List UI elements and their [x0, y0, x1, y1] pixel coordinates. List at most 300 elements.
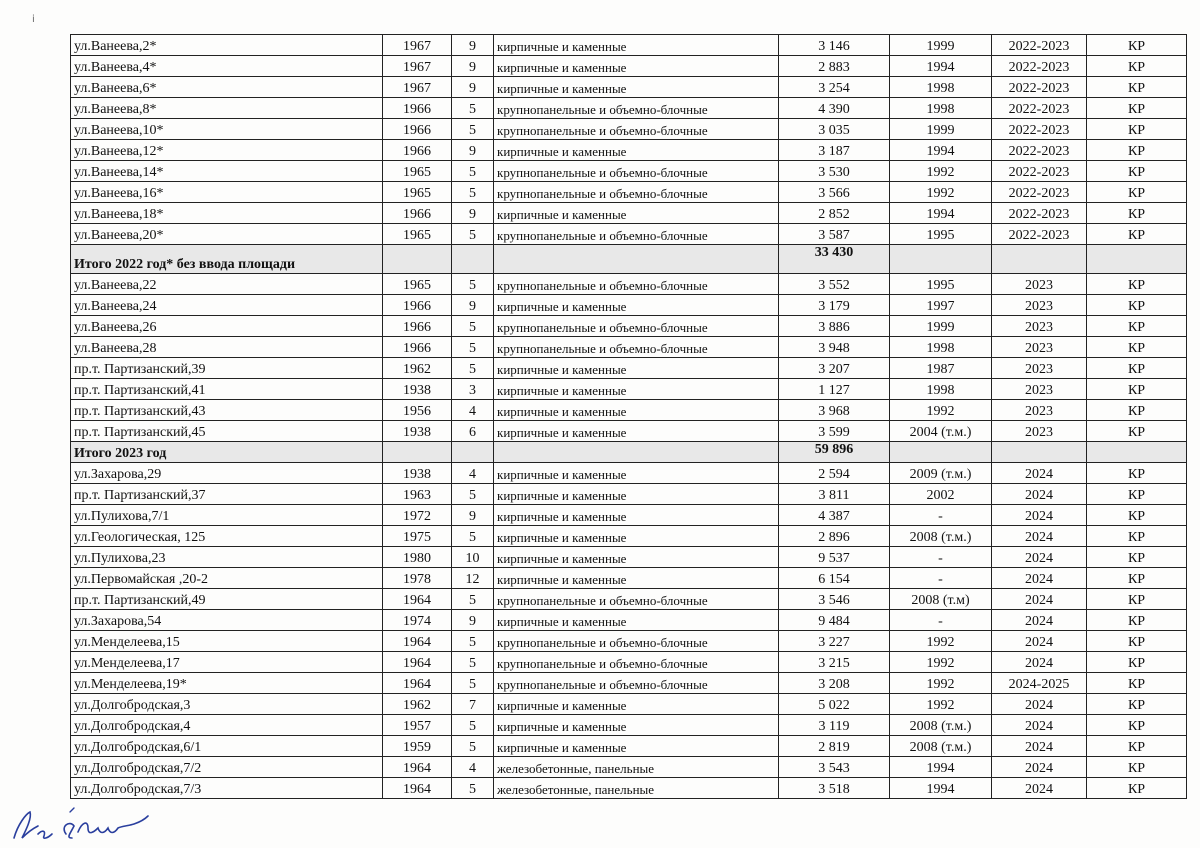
- address-cell: пр.т. Партизанский,45: [71, 421, 383, 442]
- empty-cell: [890, 245, 992, 274]
- floors-cell: 4: [452, 757, 494, 778]
- table-row: [71, 400, 1187, 421]
- repair-type-cell: КР: [1087, 203, 1187, 224]
- year-built-cell: 1956: [383, 400, 452, 421]
- area-cell: 3 146: [779, 35, 890, 56]
- floors-cell: 12: [452, 568, 494, 589]
- total-row: [71, 442, 1187, 463]
- wall-material-cell: кирпичные и каменные: [494, 463, 779, 484]
- year-built-cell: 1957: [383, 715, 452, 736]
- area-cell: 3 208: [779, 673, 890, 694]
- area-cell: 3 599: [779, 421, 890, 442]
- address-cell: ул.Захарова,54: [71, 610, 383, 631]
- floors-cell: 5: [452, 119, 494, 140]
- table-row: [71, 505, 1187, 526]
- last-repair-cell: 2002: [890, 484, 992, 505]
- year-built-cell: 1966: [383, 295, 452, 316]
- floors-cell: 5: [452, 337, 494, 358]
- wall-material-cell: крупнопанельные и объемно-блочные: [494, 652, 779, 673]
- last-repair-cell: 2008 (т.м.): [890, 526, 992, 547]
- address-cell: пр.т. Партизанский,41: [71, 379, 383, 400]
- repair-type-cell: КР: [1087, 610, 1187, 631]
- last-repair-cell: 1992: [890, 652, 992, 673]
- year-built-cell: 1965: [383, 274, 452, 295]
- year-built-cell: 1938: [383, 379, 452, 400]
- planned-year-cell: 2022-2023: [992, 182, 1087, 203]
- wall-material-cell: кирпичные и каменные: [494, 77, 779, 98]
- address-cell: ул.Первомайская ,20-2: [71, 568, 383, 589]
- floors-cell: 5: [452, 484, 494, 505]
- table-row: [71, 568, 1187, 589]
- wall-material-cell: крупнопанельные и объемно-блочные: [494, 98, 779, 119]
- table-row: [71, 421, 1187, 442]
- total-area: 59 896: [779, 442, 890, 463]
- planned-year-cell: 2022-2023: [992, 203, 1087, 224]
- address-cell: ул.Долгобродская,3: [71, 694, 383, 715]
- year-built-cell: 1966: [383, 316, 452, 337]
- year-built-cell: 1972: [383, 505, 452, 526]
- address-cell: ул.Менделеева,15: [71, 631, 383, 652]
- table-row: [71, 778, 1187, 799]
- planned-year-cell: 2023: [992, 337, 1087, 358]
- floors-cell: 5: [452, 778, 494, 799]
- empty-cell: [890, 442, 992, 463]
- planned-year-cell: 2022-2023: [992, 161, 1087, 182]
- planned-year-cell: 2024: [992, 715, 1087, 736]
- table-row: [71, 224, 1187, 245]
- table-row: [71, 182, 1187, 203]
- last-repair-cell: 1992: [890, 400, 992, 421]
- planned-year-cell: 2024: [992, 526, 1087, 547]
- floors-cell: 5: [452, 98, 494, 119]
- last-repair-cell: -: [890, 505, 992, 526]
- table-row: [71, 736, 1187, 757]
- table-row: [71, 652, 1187, 673]
- repair-type-cell: КР: [1087, 35, 1187, 56]
- wall-material-cell: кирпичные и каменные: [494, 484, 779, 505]
- repair-type-cell: КР: [1087, 161, 1187, 182]
- empty-cell: [992, 442, 1087, 463]
- table-row: [71, 337, 1187, 358]
- floors-cell: 5: [452, 631, 494, 652]
- year-built-cell: 1938: [383, 421, 452, 442]
- table-row: [71, 757, 1187, 778]
- year-built-cell: 1967: [383, 77, 452, 98]
- area-cell: 3 207: [779, 358, 890, 379]
- year-built-cell: 1964: [383, 673, 452, 694]
- last-repair-cell: 1998: [890, 98, 992, 119]
- year-built-cell: 1962: [383, 694, 452, 715]
- floors-cell: 7: [452, 694, 494, 715]
- address-cell: ул.Ванеева,6*: [71, 77, 383, 98]
- floors-cell: 6: [452, 421, 494, 442]
- floors-cell: 9: [452, 35, 494, 56]
- table-body: [71, 35, 1187, 799]
- year-built-cell: 1964: [383, 778, 452, 799]
- address-cell: ул.Ванеева,14*: [71, 161, 383, 182]
- table-row: [71, 35, 1187, 56]
- year-built-cell: 1938: [383, 463, 452, 484]
- area-cell: 3 530: [779, 161, 890, 182]
- repair-type-cell: КР: [1087, 568, 1187, 589]
- repair-type-cell: КР: [1087, 295, 1187, 316]
- planned-year-cell: 2022-2023: [992, 98, 1087, 119]
- wall-material-cell: крупнопанельные и объемно-блочные: [494, 161, 779, 182]
- last-repair-cell: 1992: [890, 182, 992, 203]
- empty-cell: [383, 245, 452, 274]
- repair-type-cell: КР: [1087, 547, 1187, 568]
- wall-material-cell: кирпичные и каменные: [494, 694, 779, 715]
- address-cell: ул.Пулихова,23: [71, 547, 383, 568]
- wall-material-cell: крупнопанельные и объемно-блочные: [494, 673, 779, 694]
- empty-cell: [383, 442, 452, 463]
- wall-material-cell: крупнопанельные и объемно-блочные: [494, 182, 779, 203]
- last-repair-cell: 1987: [890, 358, 992, 379]
- area-cell: 2 852: [779, 203, 890, 224]
- last-repair-cell: 2009 (т.м.): [890, 463, 992, 484]
- planned-year-cell: 2024: [992, 589, 1087, 610]
- address-cell: ул.Долгобродская,7/2: [71, 757, 383, 778]
- empty-cell: [452, 245, 494, 274]
- table-row: [71, 56, 1187, 77]
- repair-type-cell: КР: [1087, 484, 1187, 505]
- year-built-cell: 1964: [383, 631, 452, 652]
- address-cell: ул.Пулихова,7/1: [71, 505, 383, 526]
- last-repair-cell: 2008 (т.м.): [890, 715, 992, 736]
- wall-material-cell: железобетонные, панельные: [494, 778, 779, 799]
- year-built-cell: 1959: [383, 736, 452, 757]
- last-repair-cell: 1998: [890, 77, 992, 98]
- address-cell: ул.Геологическая, 125: [71, 526, 383, 547]
- repair-type-cell: КР: [1087, 400, 1187, 421]
- wall-material-cell: кирпичные и каменные: [494, 505, 779, 526]
- address-cell: ул.Менделеева,19*: [71, 673, 383, 694]
- repair-type-cell: КР: [1087, 715, 1187, 736]
- last-repair-cell: 2008 (т.м.): [890, 736, 992, 757]
- address-cell: ул.Ванеева,16*: [71, 182, 383, 203]
- floors-cell: 5: [452, 358, 494, 379]
- repair-type-cell: КР: [1087, 463, 1187, 484]
- planned-year-cell: 2024: [992, 484, 1087, 505]
- year-built-cell: 1974: [383, 610, 452, 631]
- year-built-cell: 1965: [383, 182, 452, 203]
- area-cell: 3 035: [779, 119, 890, 140]
- wall-material-cell: крупнопанельные и объемно-блочные: [494, 274, 779, 295]
- planned-year-cell: 2024: [992, 568, 1087, 589]
- planned-year-cell: 2024: [992, 505, 1087, 526]
- repair-type-cell: КР: [1087, 224, 1187, 245]
- planned-year-cell: 2022-2023: [992, 35, 1087, 56]
- floors-cell: 5: [452, 224, 494, 245]
- table-row: [71, 463, 1187, 484]
- empty-cell: [1087, 245, 1187, 274]
- area-cell: 4 387: [779, 505, 890, 526]
- address-cell: ул.Долгобродская,6/1: [71, 736, 383, 757]
- floors-cell: 5: [452, 589, 494, 610]
- scan-mark: ⅰ: [32, 14, 35, 25]
- empty-cell: [494, 245, 779, 274]
- planned-year-cell: 2024: [992, 736, 1087, 757]
- area-cell: 5 022: [779, 694, 890, 715]
- planned-year-cell: 2024: [992, 778, 1087, 799]
- table-row: [71, 295, 1187, 316]
- area-cell: 3 948: [779, 337, 890, 358]
- empty-cell: [452, 442, 494, 463]
- wall-material-cell: крупнопанельные и объемно-блочные: [494, 224, 779, 245]
- year-built-cell: 1978: [383, 568, 452, 589]
- floors-cell: 5: [452, 316, 494, 337]
- last-repair-cell: 2008 (т.м): [890, 589, 992, 610]
- last-repair-cell: 1998: [890, 379, 992, 400]
- planned-year-cell: 2024-2025: [992, 673, 1087, 694]
- table-row: [71, 694, 1187, 715]
- area-cell: 3 968: [779, 400, 890, 421]
- area-cell: 9 537: [779, 547, 890, 568]
- repair-type-cell: КР: [1087, 56, 1187, 77]
- table-row: [71, 631, 1187, 652]
- total-label: Итого 2023 год: [71, 442, 383, 463]
- wall-material-cell: железобетонные, панельные: [494, 757, 779, 778]
- floors-cell: 5: [452, 652, 494, 673]
- floors-cell: 9: [452, 203, 494, 224]
- wall-material-cell: крупнопанельные и объемно-блочные: [494, 119, 779, 140]
- last-repair-cell: 1995: [890, 274, 992, 295]
- planned-year-cell: 2024: [992, 610, 1087, 631]
- repair-type-cell: КР: [1087, 119, 1187, 140]
- planned-year-cell: 2024: [992, 757, 1087, 778]
- last-repair-cell: 1999: [890, 119, 992, 140]
- year-built-cell: 1967: [383, 35, 452, 56]
- planned-year-cell: 2023: [992, 421, 1087, 442]
- floors-cell: 5: [452, 736, 494, 757]
- table-row: [71, 547, 1187, 568]
- address-cell: пр.т. Партизанский,43: [71, 400, 383, 421]
- housing-repair-table: [70, 34, 1187, 799]
- year-built-cell: 1966: [383, 98, 452, 119]
- floors-cell: 5: [452, 161, 494, 182]
- wall-material-cell: кирпичные и каменные: [494, 56, 779, 77]
- repair-type-cell: КР: [1087, 421, 1187, 442]
- address-cell: ул.Ванеева,4*: [71, 56, 383, 77]
- repair-type-cell: КР: [1087, 505, 1187, 526]
- table-row: [71, 610, 1187, 631]
- planned-year-cell: 2022-2023: [992, 56, 1087, 77]
- floors-cell: 4: [452, 400, 494, 421]
- table-row: [71, 203, 1187, 224]
- table-row: [71, 484, 1187, 505]
- area-cell: 3 811: [779, 484, 890, 505]
- address-cell: ул.Ванеева,18*: [71, 203, 383, 224]
- area-cell: 3 227: [779, 631, 890, 652]
- wall-material-cell: кирпичные и каменные: [494, 610, 779, 631]
- total-label: Итого 2022 год* без ввода площади: [71, 245, 383, 274]
- last-repair-cell: 1995: [890, 224, 992, 245]
- wall-material-cell: кирпичные и каменные: [494, 295, 779, 316]
- total-row: [71, 245, 1187, 274]
- year-built-cell: 1966: [383, 140, 452, 161]
- last-repair-cell: 1999: [890, 316, 992, 337]
- year-built-cell: 1964: [383, 757, 452, 778]
- area-cell: 3 254: [779, 77, 890, 98]
- planned-year-cell: 2023: [992, 358, 1087, 379]
- area-cell: 3 886: [779, 316, 890, 337]
- repair-type-cell: КР: [1087, 673, 1187, 694]
- repair-type-cell: КР: [1087, 589, 1187, 610]
- year-built-cell: 1966: [383, 119, 452, 140]
- table-row: [71, 358, 1187, 379]
- floors-cell: 9: [452, 295, 494, 316]
- table-row: [71, 119, 1187, 140]
- floors-cell: 5: [452, 182, 494, 203]
- repair-type-cell: КР: [1087, 631, 1187, 652]
- area-cell: 2 819: [779, 736, 890, 757]
- area-cell: 2 896: [779, 526, 890, 547]
- last-repair-cell: 1994: [890, 203, 992, 224]
- wall-material-cell: кирпичные и каменные: [494, 358, 779, 379]
- table-row: [71, 526, 1187, 547]
- address-cell: пр.т. Партизанский,37: [71, 484, 383, 505]
- handwritten-signature: [8, 804, 158, 844]
- area-cell: 4 390: [779, 98, 890, 119]
- last-repair-cell: 1992: [890, 161, 992, 182]
- floors-cell: 5: [452, 274, 494, 295]
- last-repair-cell: 1994: [890, 778, 992, 799]
- last-repair-cell: 1994: [890, 56, 992, 77]
- address-cell: ул.Ванеева,20*: [71, 224, 383, 245]
- address-cell: ул.Ванеева,12*: [71, 140, 383, 161]
- floors-cell: 5: [452, 715, 494, 736]
- last-repair-cell: 1992: [890, 694, 992, 715]
- table-row: [71, 77, 1187, 98]
- area-cell: 1 127: [779, 379, 890, 400]
- floors-cell: 9: [452, 77, 494, 98]
- address-cell: ул.Менделеева,17: [71, 652, 383, 673]
- table-row: [71, 161, 1187, 182]
- area-cell: 3 552: [779, 274, 890, 295]
- last-repair-cell: 1994: [890, 140, 992, 161]
- planned-year-cell: 2022-2023: [992, 224, 1087, 245]
- area-cell: 3 543: [779, 757, 890, 778]
- wall-material-cell: кирпичные и каменные: [494, 379, 779, 400]
- wall-material-cell: кирпичные и каменные: [494, 203, 779, 224]
- planned-year-cell: 2023: [992, 295, 1087, 316]
- area-cell: 3 119: [779, 715, 890, 736]
- address-cell: ул.Захарова,29: [71, 463, 383, 484]
- wall-material-cell: кирпичные и каменные: [494, 547, 779, 568]
- area-cell: 2 883: [779, 56, 890, 77]
- address-cell: ул.Ванеева,2*: [71, 35, 383, 56]
- year-built-cell: 1966: [383, 203, 452, 224]
- repair-type-cell: КР: [1087, 736, 1187, 757]
- table-row: [71, 589, 1187, 610]
- area-cell: 3 187: [779, 140, 890, 161]
- table-row: [71, 140, 1187, 161]
- area-cell: 3 179: [779, 295, 890, 316]
- last-repair-cell: 1999: [890, 35, 992, 56]
- address-cell: ул.Долгобродская,7/3: [71, 778, 383, 799]
- last-repair-cell: 1998: [890, 337, 992, 358]
- year-built-cell: 1967: [383, 56, 452, 77]
- planned-year-cell: 2024: [992, 694, 1087, 715]
- year-built-cell: 1966: [383, 337, 452, 358]
- wall-material-cell: кирпичные и каменные: [494, 526, 779, 547]
- wall-material-cell: кирпичные и каменные: [494, 421, 779, 442]
- repair-type-cell: КР: [1087, 379, 1187, 400]
- year-built-cell: 1962: [383, 358, 452, 379]
- address-cell: ул.Ванеева,26: [71, 316, 383, 337]
- floors-cell: 9: [452, 505, 494, 526]
- repair-type-cell: КР: [1087, 757, 1187, 778]
- empty-cell: [992, 245, 1087, 274]
- year-built-cell: 1964: [383, 652, 452, 673]
- repair-type-cell: КР: [1087, 652, 1187, 673]
- last-repair-cell: -: [890, 610, 992, 631]
- floors-cell: 9: [452, 56, 494, 77]
- year-built-cell: 1965: [383, 161, 452, 182]
- table-row: [71, 379, 1187, 400]
- wall-material-cell: крупнопанельные и объемно-блочные: [494, 316, 779, 337]
- wall-material-cell: кирпичные и каменные: [494, 568, 779, 589]
- planned-year-cell: 2024: [992, 631, 1087, 652]
- last-repair-cell: 1997: [890, 295, 992, 316]
- planned-year-cell: 2023: [992, 274, 1087, 295]
- empty-cell: [494, 442, 779, 463]
- planned-year-cell: 2023: [992, 379, 1087, 400]
- last-repair-cell: 1992: [890, 631, 992, 652]
- floors-cell: 9: [452, 140, 494, 161]
- repair-type-cell: КР: [1087, 694, 1187, 715]
- wall-material-cell: крупнопанельные и объемно-блочные: [494, 589, 779, 610]
- floors-cell: 10: [452, 547, 494, 568]
- repair-type-cell: КР: [1087, 98, 1187, 119]
- year-built-cell: 1975: [383, 526, 452, 547]
- address-cell: ул.Ванеева,28: [71, 337, 383, 358]
- area-cell: 6 154: [779, 568, 890, 589]
- repair-type-cell: КР: [1087, 358, 1187, 379]
- planned-year-cell: 2022-2023: [992, 77, 1087, 98]
- address-cell: пр.т. Партизанский,39: [71, 358, 383, 379]
- last-repair-cell: 1994: [890, 757, 992, 778]
- floors-cell: 3: [452, 379, 494, 400]
- wall-material-cell: кирпичные и каменные: [494, 400, 779, 421]
- planned-year-cell: 2023: [992, 316, 1087, 337]
- repair-type-cell: КР: [1087, 140, 1187, 161]
- wall-material-cell: крупнопанельные и объемно-блочные: [494, 631, 779, 652]
- total-area: 33 430: [779, 245, 890, 274]
- wall-material-cell: крупнопанельные и объемно-блочные: [494, 337, 779, 358]
- table-row: [71, 673, 1187, 694]
- last-repair-cell: 2004 (т.м.): [890, 421, 992, 442]
- repair-type-cell: КР: [1087, 316, 1187, 337]
- area-cell: 3 546: [779, 589, 890, 610]
- repair-type-cell: КР: [1087, 182, 1187, 203]
- year-built-cell: 1963: [383, 484, 452, 505]
- table-row: [71, 715, 1187, 736]
- address-cell: ул.Ванеева,22: [71, 274, 383, 295]
- table-row: [71, 98, 1187, 119]
- planned-year-cell: 2022-2023: [992, 140, 1087, 161]
- area-cell: 3 215: [779, 652, 890, 673]
- planned-year-cell: 2022-2023: [992, 119, 1087, 140]
- table-row: [71, 274, 1187, 295]
- area-cell: 2 594: [779, 463, 890, 484]
- year-built-cell: 1980: [383, 547, 452, 568]
- address-cell: ул.Долгобродская,4: [71, 715, 383, 736]
- planned-year-cell: 2023: [992, 400, 1087, 421]
- area-cell: 9 484: [779, 610, 890, 631]
- address-cell: ул.Ванеева,24: [71, 295, 383, 316]
- floors-cell: 5: [452, 526, 494, 547]
